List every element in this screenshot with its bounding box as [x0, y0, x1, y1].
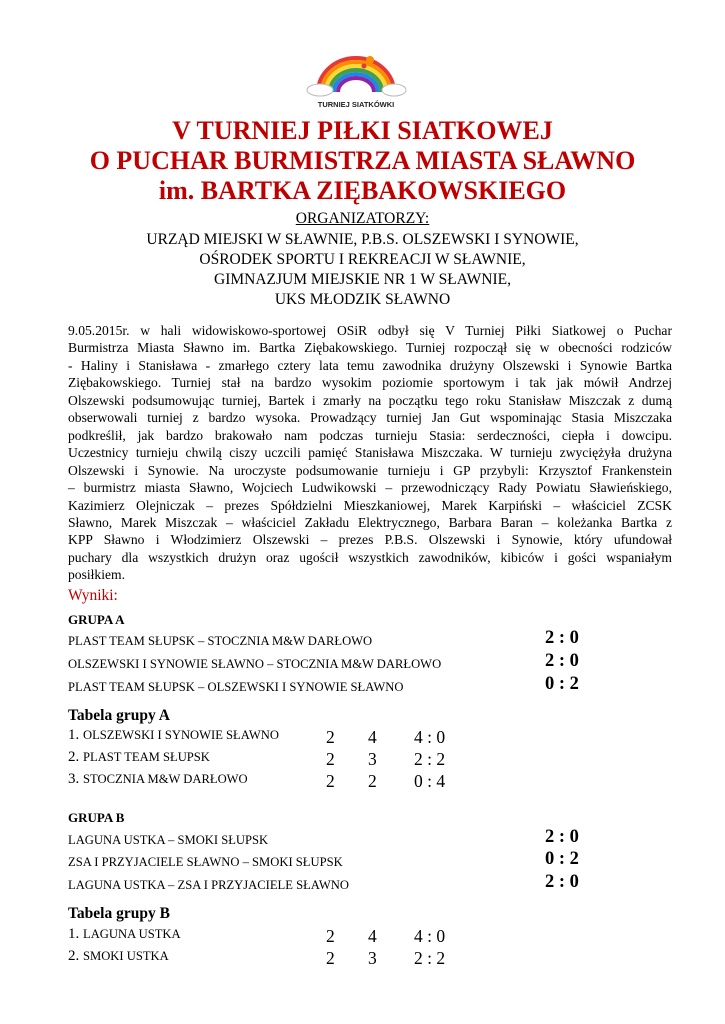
- paragraph-line: – burmistrz miasta Sławno, Wojciech Ludwikowski – przewodniczący Rady Powiatu Sławieńskiego,: [68, 480, 672, 496]
- organizer-line: URZĄD MIEJSKI W SŁAWNIE, P.B.S. OLSZEWSKI I SYNOWIE,: [146, 231, 579, 248]
- paragraph-line: podkreślił, jak bardzo brakowało nam podczas turnieju Stasia: serdeczności, ciepła i dowcipu.: [68, 427, 672, 443]
- paragraph-line: Olszewski podsumowując turniej, Bartek i zmarły na początku tego roku Stanisław Miszczak z dumą: [68, 392, 672, 408]
- table-row: 1. OLSZEWSKI I SYNOWIE SŁAWNO 2 4 4 : 0: [68, 727, 446, 747]
- match-row: LAGUNA USTKA – ZSA I PRZYJACIELE SŁAWNO: [68, 878, 349, 892]
- group-b-label: GRUPA B: [68, 810, 125, 825]
- match-row: OLSZEWSKI I SYNOWIE SŁAWNO – STOCZNIA M&W DARŁOWO: [68, 657, 442, 671]
- paragraph-line: puchary dla wszystkich drużyn oraz ugościł wszystkich zawodników, kibiców i gości wspaniałym: [68, 549, 672, 565]
- group-b-table-title: Tabela grupy B: [68, 905, 170, 922]
- group-a-table-title: Tabela grupy A: [68, 707, 170, 724]
- match-score: 2 : 0: [545, 628, 579, 648]
- organizer-line: UKS MŁODZIK SŁAWNO: [274, 291, 451, 308]
- paragraph-line: - Haliny i Stanisława - zmarłego cztery lata temu zawodnika drużyny Olszewski i Synowie Bartka: [68, 357, 672, 373]
- paragraph-line: Burmistrza Miasta Sławno im. Bartka Ziębakowskiego. Turniej rozpoczął się w obecności rodziców: [68, 340, 672, 356]
- match-row: PLAST TEAM SŁUPSK – STOCZNIA M&W DARŁOWO: [68, 634, 373, 648]
- report-paragraph: [68, 322, 672, 584]
- paragraph-line: 9.05.2015r. w hali widowiskowo-sportowej OSiR odbył się V Turniej Piłki Siatkowej o Puchar: [68, 323, 672, 338]
- organizers-heading: ORGANIZATORZY:: [295, 210, 430, 227]
- match-row: ZSA I PRZYJACIELE SŁAWNO – SMOKI SŁUPSK: [68, 855, 343, 869]
- organizer-line: GIMNAZJUM MIEJSKIE NR 1 W SŁAWNIE,: [214, 271, 511, 288]
- paragraph-line: Kazimierz Olejniczak – prezes Spółdzielni Mieszkaniowej, Marek Karpiński – właściciel ZCSK: [68, 497, 672, 513]
- title-line-2: O PUCHAR BURMISTRZA MIASTA SŁAWNO: [89, 146, 636, 175]
- table-row: 3. STOCZNIA M&W DARŁOWO 2 2 0 : 4: [68, 771, 446, 791]
- paragraph-line: Sławno, Marek Miszczak – właściciel Zakładu Elektrycznego, Barbara Baran – koleżanka Bartka z: [68, 514, 672, 530]
- title-line-3: im. BARTKA ZIĘBAKOWSKIEGO: [158, 176, 567, 205]
- table-row: 2. PLAST TEAM SŁUPSK 2 3 2 : 2: [68, 749, 446, 769]
- paragraph-line: Ziębakowskiego. Turniej stał na bardzo wysokim poziomie sportowym i tak jak mówił Andrzej: [68, 375, 672, 391]
- match-score: 2 : 0: [545, 827, 579, 847]
- paragraph-line: posiłkiem.: [68, 567, 126, 583]
- paragraph-line: KPP Sławno i Włodzimierz Olszewski – prezes P.B.S. Olszewski i Synowie, który ufundował: [68, 532, 672, 548]
- paragraph-line: obserwowali turniej z bardzo wysoka. Prowadzący turniej Jan Gut wspominając Stasia Miszczaka: [68, 410, 672, 426]
- match-score: 2 : 0: [545, 872, 579, 892]
- logo-text: TURNIEJ SIATKÓWKI: [317, 100, 395, 109]
- match-score: 0 : 2: [545, 849, 579, 869]
- table-row: 2. SMOKI USTKA 2 3 2 : 2: [68, 948, 446, 968]
- match-score: 2 : 0: [545, 651, 579, 671]
- match-row: PLAST TEAM SŁUPSK – OLSZEWSKI I SYNOWIE SŁAWNO: [68, 680, 404, 694]
- table-row: 1. LAGUNA USTKA 2 4 4 : 0: [68, 926, 446, 946]
- match-score: 0 : 2: [545, 674, 579, 694]
- match-row: LAGUNA USTKA – SMOKI SŁUPSK: [68, 833, 269, 847]
- tournament-logo: [300, 52, 412, 110]
- paragraph-line: Olszewski i Synowie. Na uroczyste podsumowanie turnieju i GP przybyli: Krzysztof Frankenstein: [68, 462, 672, 478]
- paragraph-line: Uczestnicy turnieju chwilą ciszy uczcili pamięć Stanisława Miszczaka. W turnieju zwyciężyła drużyna: [68, 445, 672, 461]
- group-a-label: GRUPA A: [68, 612, 125, 627]
- organizer-line: OŚRODEK SPORTU I REKREACJI W SŁAWNIE,: [199, 251, 526, 268]
- title-line-1: V TURNIEJ PIŁKI SIATKOWEJ: [172, 116, 553, 145]
- results-heading: Wyniki:: [68, 587, 118, 604]
